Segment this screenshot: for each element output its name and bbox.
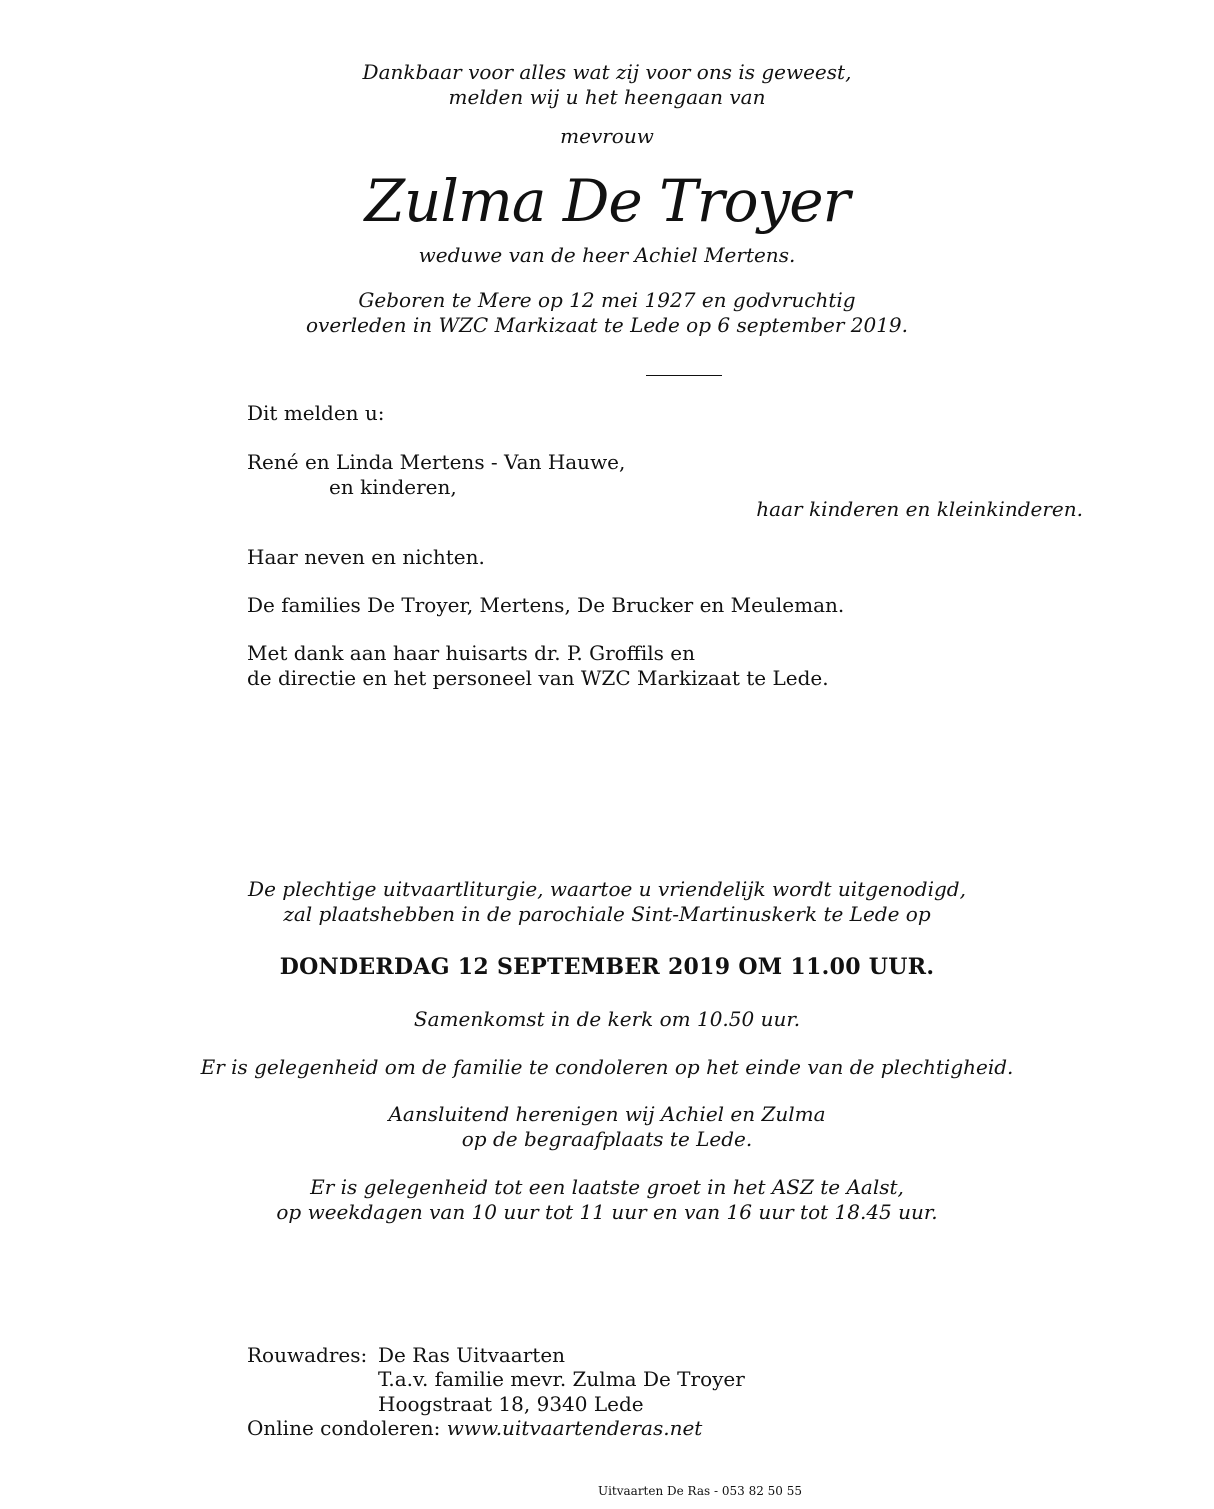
online-url[interactable]: www.uitvaartenderas.net: [446, 1416, 703, 1440]
born-line: Geboren te Mere op 12 mei 1927 en godvruchtig: [358, 288, 856, 312]
deceased-name: Zulma De Troyer: [364, 167, 850, 235]
divider-rule: [646, 375, 722, 376]
farewell-line-2: op weekdagen van 10 uur tot 11 uur en van 16 uur tot 18.45 uur.: [276, 1200, 938, 1224]
intro-line-1: Dankbaar voor alles wat zij voor ons is geweest,: [362, 60, 852, 84]
address-row-3: [247, 1392, 644, 1417]
address-label: Rouwadres:: [247, 1343, 368, 1367]
address-line-1: De Ras Uitvaarten: [378, 1343, 566, 1367]
address-row-1: [247, 1343, 565, 1368]
thanks-line-1: Met dank aan haar huisarts dr. P. Groffils en: [247, 641, 696, 665]
thanks-block: [247, 641, 829, 691]
farewell-line-1: Er is gelegenheid tot een laatste groet in het ASZ te Aalst,: [310, 1175, 904, 1199]
families-line: De families De Troyer, Mertens, De Brucker en Meuleman.: [247, 593, 845, 617]
title-mevrouw: mevrouw: [560, 124, 654, 148]
burial-line-2: op de begraafplaats te Lede.: [461, 1127, 753, 1151]
intro-text: [0, 60, 1214, 110]
ceremony-line-1: De plechtige uitvaartliturgie, waartoe u vriendelijk wordt uitgenodigd,: [248, 877, 966, 901]
children-line-2: en kinderen,: [329, 475, 457, 499]
gathering-line: Samenkomst in de kerk om 10.50 uur.: [413, 1007, 801, 1031]
farewell-block: [0, 1175, 1214, 1225]
children-line-1: René en Linda Mertens - Van Hauwe,: [247, 450, 626, 474]
ceremony-date: DONDERDAG 12 SEPTEMBER 2019 OM 11.00 UUR.: [279, 954, 935, 980]
burial-line-1: Aansluitend herenigen wij Achiel en Zulma: [388, 1102, 826, 1126]
ceremony-line-2: zal plaatshebben in de parochiale Sint-Martinuskerk te Lede op: [283, 902, 931, 926]
nephews-line: Haar neven en nichten.: [247, 545, 485, 569]
ceremony-intro: [0, 877, 1214, 927]
online-row: [247, 1416, 702, 1441]
condolence-line: Er is gelegenheid om de familie te condoleren op het einde van de plechtigheid.: [200, 1055, 1014, 1079]
thanks-line-2: de directie en het personeel van WZC Markizaat te Lede.: [247, 666, 829, 690]
life-dates: [0, 288, 1214, 338]
children-role: haar kinderen en kleinkinderen.: [756, 497, 1083, 521]
footer-text: Uitvaarten De Ras - 053 82 50 55: [597, 1484, 803, 1498]
died-line: overleden in WZC Markizaat te Lede op 6 september 2019.: [305, 313, 909, 337]
family-heading: Dit melden u:: [247, 401, 385, 425]
intro-line-2: melden wij u het heengaan van: [448, 85, 766, 109]
address-line-3: Hoogstraat 18, 9340 Lede: [378, 1392, 644, 1416]
address-line-2: T.a.v. familie mevr. Zulma De Troyer: [378, 1367, 745, 1391]
address-row-2: [247, 1367, 745, 1392]
online-label: Online condoleren:: [247, 1416, 441, 1440]
children-block: [247, 450, 625, 500]
spouse-line: weduwe van de heer Achiel Mertens.: [418, 243, 796, 267]
burial-block: [0, 1102, 1214, 1152]
